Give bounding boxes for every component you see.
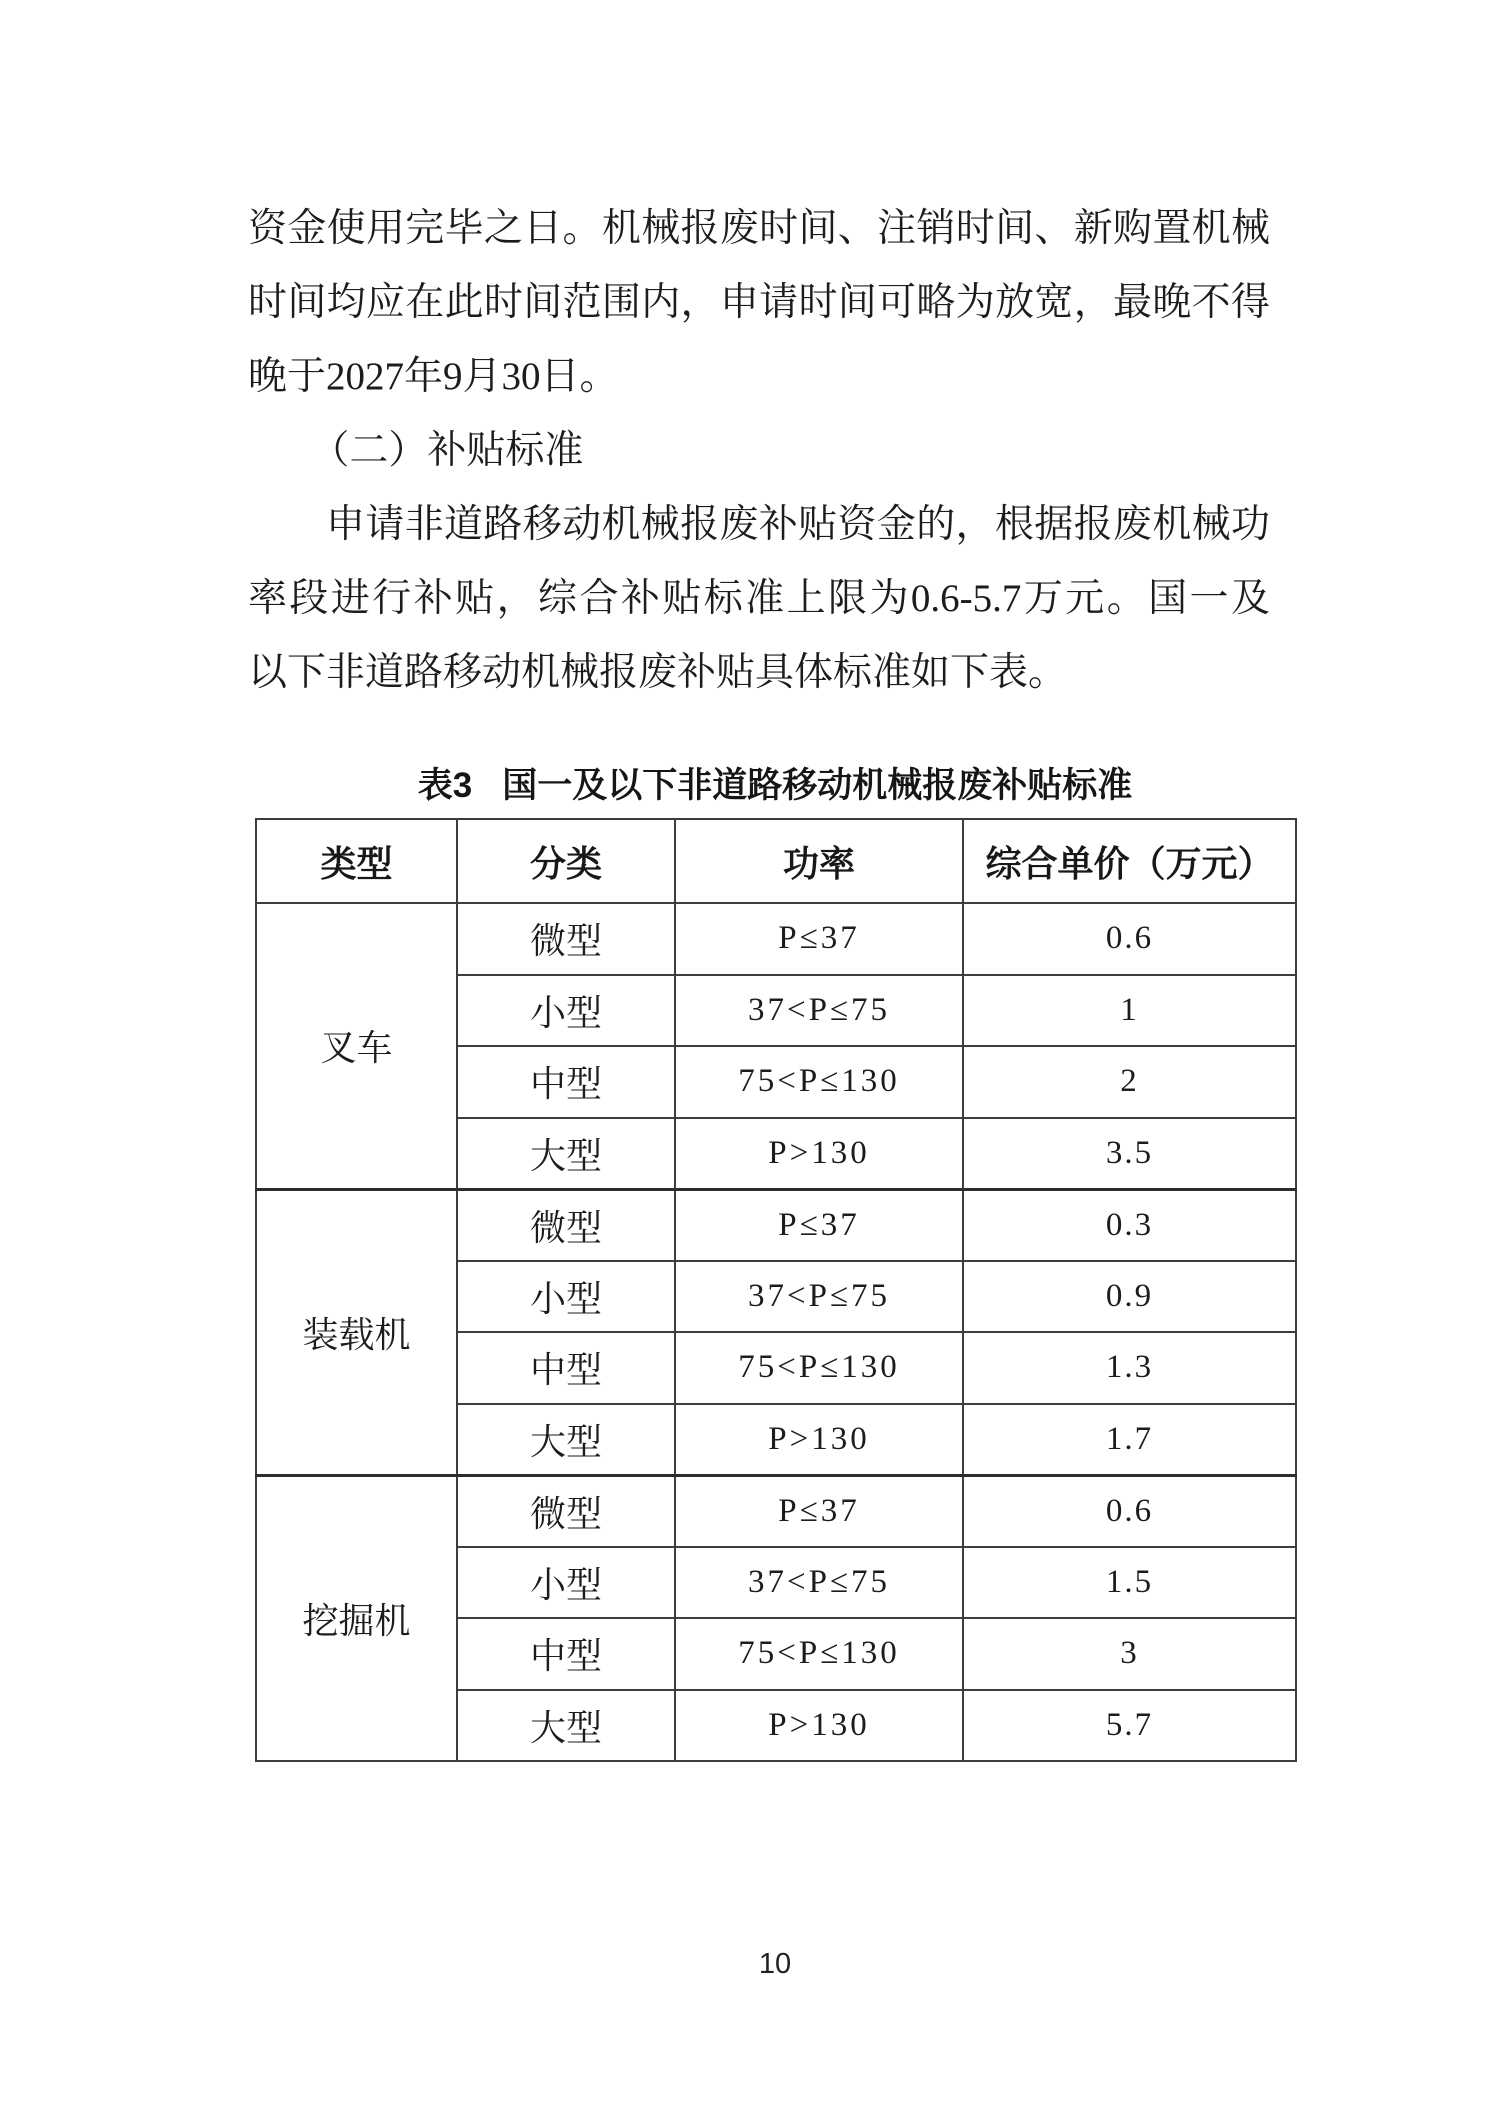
paragraph-line: 率段进行补贴，综合补贴标准上限为0.6-5.7万元。国一及 (248, 577, 1270, 620)
page-number: 10 (758, 1948, 792, 1980)
cell-price: 1 (963, 975, 1296, 1047)
col-header-price: 综合单价（万元） (963, 819, 1296, 903)
table-row (256, 1189, 1296, 1261)
cell-power: 37<P≤75 (675, 1261, 963, 1333)
subsidy-table (255, 818, 1297, 1762)
cell-power: P>130 (675, 1404, 963, 1476)
cell-price: 0.3 (963, 1189, 1296, 1261)
cell-price: 0.6 (963, 903, 1296, 975)
paragraph-line: 资金使用完毕之日。机械报废时间、注销时间、新购置机械 (248, 207, 1270, 250)
cell-size: 微型 (457, 1189, 675, 1261)
cell-size: 小型 (457, 975, 675, 1047)
paragraph-line: 时间均应在此时间范围内，申请时间可略为放宽，最晚不得 (248, 281, 1270, 324)
cell-price: 3 (963, 1618, 1296, 1690)
group-cell-forklift: 叉车 (256, 903, 457, 1189)
table-row (256, 903, 1296, 975)
cell-size: 大型 (457, 1404, 675, 1476)
table-caption-label: 表3 (417, 766, 473, 805)
col-header-power: 功率 (675, 819, 963, 903)
cell-power: 75<P≤130 (675, 1046, 963, 1118)
cell-price: 3.5 (963, 1118, 1296, 1190)
table-header-row (256, 819, 1296, 903)
paragraph-line: 以下非道路移动机械报废补贴具体标准如下表。 (248, 651, 1068, 694)
group-cell-excavator: 挖掘机 (256, 1475, 457, 1761)
cell-power: P>130 (675, 1118, 963, 1190)
col-header-type: 类型 (256, 819, 457, 903)
cell-price: 0.6 (963, 1475, 1296, 1547)
cell-price: 2 (963, 1046, 1296, 1118)
cell-power: 37<P≤75 (675, 1547, 963, 1619)
cell-size: 大型 (457, 1118, 675, 1190)
cell-power: P>130 (675, 1690, 963, 1762)
section-heading: （二）补贴标准 (310, 429, 584, 472)
cell-size: 中型 (457, 1332, 675, 1404)
cell-size: 大型 (457, 1690, 675, 1762)
cell-price: 1.7 (963, 1404, 1296, 1476)
paragraph-line: 晚于2027年9月30日。 (248, 355, 619, 398)
table-caption-title: 国一及以下非道路移动机械报废补贴标准 (502, 766, 1133, 805)
col-header-category: 分类 (457, 819, 675, 903)
cell-power: 37<P≤75 (675, 975, 963, 1047)
cell-power: P≤37 (675, 903, 963, 975)
cell-price: 5.7 (963, 1690, 1296, 1762)
table-row (256, 1475, 1296, 1547)
body-text (248, 192, 1270, 710)
cell-size: 微型 (457, 1475, 675, 1547)
cell-power: P≤37 (675, 1189, 963, 1261)
cell-price: 1.3 (963, 1332, 1296, 1404)
cell-size: 小型 (457, 1547, 675, 1619)
paragraph-line: 申请非道路移动机械报废补贴资金的，根据报废机械功 (326, 503, 1270, 546)
cell-power: 75<P≤130 (675, 1332, 963, 1404)
cell-size: 小型 (457, 1261, 675, 1333)
table-caption (255, 760, 1295, 812)
cell-power: 75<P≤130 (675, 1618, 963, 1690)
cell-size: 中型 (457, 1046, 675, 1118)
group-cell-loader: 装载机 (256, 1189, 457, 1475)
cell-size: 微型 (457, 903, 675, 975)
cell-price: 0.9 (963, 1261, 1296, 1333)
cell-price: 1.5 (963, 1547, 1296, 1619)
cell-size: 中型 (457, 1618, 675, 1690)
cell-power: P≤37 (675, 1475, 963, 1547)
